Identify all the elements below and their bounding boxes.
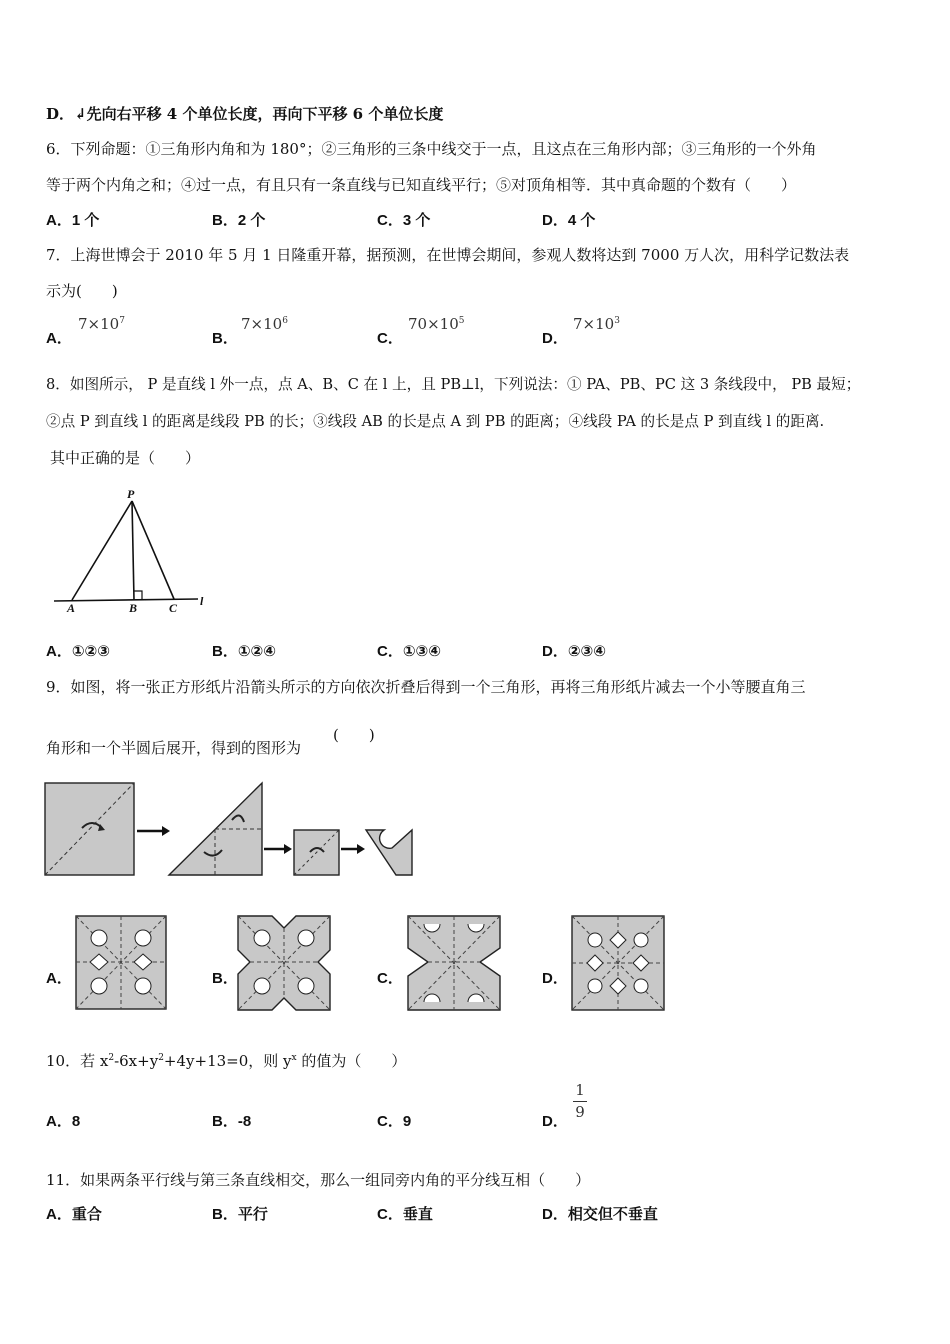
label-b: B — [129, 601, 138, 615]
q7-option-a-label: A． — [46, 330, 72, 347]
q7-option-a-expr: $7\times 10^7$ — [78, 315, 125, 333]
q7-option-d-label: D． — [542, 330, 568, 347]
q6-option-d: D．4 个 — [542, 212, 596, 229]
q10-option-a: A．8 — [46, 1113, 81, 1130]
q8-stem-line2: ②点 P 到直线 l 的距离是线段 PB 的长；③线段 AB 的长是点 A 到 PB 的距离；④线段 PA 的长是点 P 到直线 l 的距离. — [46, 413, 825, 430]
q9-option-d-figure — [570, 914, 668, 1014]
q8-option-a: A．①②③ — [46, 643, 110, 660]
q10-option-c: C．9 — [377, 1113, 412, 1130]
q10-stem: 10．若 $x^2-6x+y^2+4y+13=0$，则 $y^x$ 的值为（ ） — [46, 1052, 407, 1070]
q7-option-b-label: B． — [212, 330, 238, 347]
label-p: P — [127, 487, 135, 501]
q11-option-c: C．垂直 — [377, 1206, 433, 1223]
q9-option-a-label: A． — [46, 970, 72, 987]
q11-stem: 11．如果两条平行线与第三条直线相交，那么一组同旁内角的平分线互相（ ） — [46, 1171, 591, 1189]
right-angle-mark — [134, 591, 142, 600]
q11-option-b: B．平行 — [212, 1206, 268, 1223]
q8-option-d: D．②③④ — [542, 643, 606, 660]
q9-folding-figure — [44, 780, 416, 880]
q9-answer-paren: ( ) — [333, 726, 375, 744]
arrow-3 — [341, 844, 365, 854]
q7-option-c-expr: $70\times 10^5$ — [408, 315, 465, 333]
fraction-denominator: 9 — [573, 1101, 587, 1121]
q7-option-d-expr: $7\times 10^3$ — [573, 315, 620, 333]
arrow-2 — [264, 844, 292, 854]
segment-pb — [132, 501, 134, 600]
q8-option-b: B．①②④ — [212, 643, 276, 660]
label-a: A — [67, 601, 76, 615]
q10-option-d: D． — [542, 1113, 568, 1130]
q7-stem-line1: 7．上海世博会于 2010 年 5 月 1 日隆重开幕，据预测，在世博会期间，参观人数将达到 7000 万人次，用科学记数法表 — [46, 246, 850, 264]
label-c: C — [169, 601, 178, 615]
q9-option-b-label: B． — [212, 970, 238, 987]
fold-step-square — [45, 783, 134, 875]
fold-step-triangle — [169, 783, 262, 875]
q7-stem-line2: 示为( ) — [46, 282, 118, 300]
segment-pc — [132, 501, 174, 599]
q11-option-a: A．重合 — [46, 1206, 102, 1223]
q9-option-c-label: C． — [377, 970, 403, 987]
fold-step-cut-shape — [366, 830, 412, 875]
q6-option-c: C．3 个 — [377, 212, 431, 229]
q6-option-a: A．1 个 — [46, 212, 100, 229]
q6-option-b: B．2 个 — [212, 212, 266, 229]
label-l: l — [200, 594, 204, 608]
arrow-1 — [137, 826, 170, 836]
q6-stem-line1: 6．下列命题：①三角形内角和为 180°；②三角形的三条中线交于一点，且这点在三角形内部；③三角形的一个外角 — [46, 140, 817, 158]
q8-figure — [46, 485, 216, 615]
fold-step-small-square — [294, 830, 339, 875]
q11-option-d: D．相交但不垂直 — [542, 1206, 658, 1223]
q5-option-d: D．↲先向右平移 4 个单位长度，再向下平移 6 个单位长度 — [46, 105, 444, 123]
q9-stem-line2: 角形和一个半圆后展开，得到的图形为 — [46, 739, 302, 757]
q6-stem-line2: 等于两个内角之和；④过一点，有且只有一条直线与已知直线平行；⑤对顶角相等．其中真命题的个数有（ ） — [46, 176, 797, 194]
segment-pa — [72, 501, 132, 600]
q9-option-c-figure — [406, 914, 504, 1014]
q9-option-a-figure — [74, 914, 170, 1012]
q9-option-d-label: D． — [542, 970, 568, 987]
fraction-numerator: 1 — [575, 1081, 585, 1099]
q9-option-b-figure — [236, 914, 334, 1014]
q8-stem-line3: 其中正确的是（ ） — [50, 449, 201, 467]
q7-option-c-label: C． — [377, 330, 403, 347]
q8-option-c: C．①③④ — [377, 643, 441, 660]
q9-stem-line1: 9．如图，将一张正方形纸片沿箭头所示的方向依次折叠后得到一个三角形，再将三角形纸片减去一个小等腰直角三 — [46, 678, 806, 696]
q7-option-b-expr: $7\times 10^6$ — [241, 315, 288, 333]
q10-option-d-fraction — [573, 1082, 587, 1121]
q10-option-b: B．-8 — [212, 1113, 252, 1130]
q8-stem-line1: 8．如图所示， P 是直线 l 外一点，点 A、B、C 在 l 上，且 PB⊥l，下列说法：① PA、PB、PC 这 3 条线段中， PB 最短； — [46, 376, 861, 393]
